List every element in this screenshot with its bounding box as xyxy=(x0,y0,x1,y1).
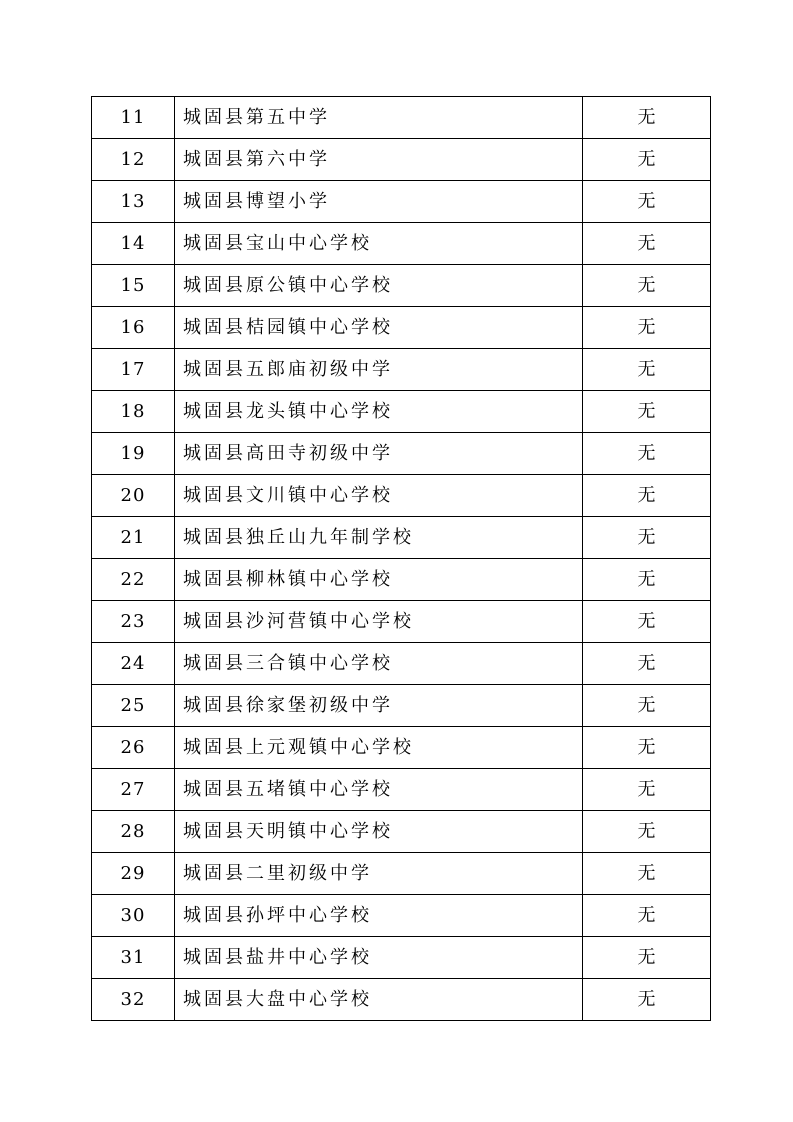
table-body xyxy=(92,97,711,1021)
school-name: 城固县徐家堡初级中学 xyxy=(175,685,583,727)
row-index: 26 xyxy=(92,727,175,769)
table-row xyxy=(92,853,711,895)
status-value: 无 xyxy=(583,937,711,979)
status-value: 无 xyxy=(583,727,711,769)
status-value: 无 xyxy=(583,517,711,559)
status-value: 无 xyxy=(583,979,711,1021)
school-name: 城固县第五中学 xyxy=(175,97,583,139)
row-index: 15 xyxy=(92,265,175,307)
table-row xyxy=(92,223,711,265)
row-index: 20 xyxy=(92,475,175,517)
table-row xyxy=(92,979,711,1021)
row-index: 18 xyxy=(92,391,175,433)
status-value: 无 xyxy=(583,643,711,685)
row-index: 17 xyxy=(92,349,175,391)
table-row xyxy=(92,475,711,517)
status-value: 无 xyxy=(583,433,711,475)
row-index: 23 xyxy=(92,601,175,643)
table-row xyxy=(92,601,711,643)
table-row xyxy=(92,769,711,811)
table-row xyxy=(92,181,711,223)
school-name: 城固县沙河营镇中心学校 xyxy=(175,601,583,643)
school-name: 城固县孙坪中心学校 xyxy=(175,895,583,937)
table-row xyxy=(92,349,711,391)
row-index: 24 xyxy=(92,643,175,685)
school-table xyxy=(91,96,711,1021)
school-name: 城固县龙头镇中心学校 xyxy=(175,391,583,433)
school-name: 城固县三合镇中心学校 xyxy=(175,643,583,685)
row-index: 30 xyxy=(92,895,175,937)
row-index: 25 xyxy=(92,685,175,727)
row-index: 32 xyxy=(92,979,175,1021)
table-row xyxy=(92,433,711,475)
row-index: 21 xyxy=(92,517,175,559)
school-name: 城固县柳林镇中心学校 xyxy=(175,559,583,601)
table-row xyxy=(92,811,711,853)
row-index: 12 xyxy=(92,139,175,181)
school-name: 城固县大盘中心学校 xyxy=(175,979,583,1021)
school-name: 城固县天明镇中心学校 xyxy=(175,811,583,853)
row-index: 19 xyxy=(92,433,175,475)
status-value: 无 xyxy=(583,181,711,223)
status-value: 无 xyxy=(583,685,711,727)
status-value: 无 xyxy=(583,601,711,643)
school-name: 城固县高田寺初级中学 xyxy=(175,433,583,475)
school-name: 城固县文川镇中心学校 xyxy=(175,475,583,517)
table-row xyxy=(92,517,711,559)
status-value: 无 xyxy=(583,391,711,433)
status-value: 无 xyxy=(583,769,711,811)
status-value: 无 xyxy=(583,853,711,895)
school-name: 城固县盐井中心学校 xyxy=(175,937,583,979)
school-name: 城固县上元观镇中心学校 xyxy=(175,727,583,769)
school-name: 城固县原公镇中心学校 xyxy=(175,265,583,307)
row-index: 11 xyxy=(92,97,175,139)
status-value: 无 xyxy=(583,223,711,265)
school-name: 城固县五郎庙初级中学 xyxy=(175,349,583,391)
table-row xyxy=(92,937,711,979)
row-index: 27 xyxy=(92,769,175,811)
table-row xyxy=(92,895,711,937)
status-value: 无 xyxy=(583,811,711,853)
status-value: 无 xyxy=(583,895,711,937)
table-row xyxy=(92,727,711,769)
status-value: 无 xyxy=(583,139,711,181)
status-value: 无 xyxy=(583,97,711,139)
row-index: 16 xyxy=(92,307,175,349)
school-name: 城固县博望小学 xyxy=(175,181,583,223)
row-index: 22 xyxy=(92,559,175,601)
row-index: 28 xyxy=(92,811,175,853)
row-index: 29 xyxy=(92,853,175,895)
status-value: 无 xyxy=(583,265,711,307)
school-name: 城固县桔园镇中心学校 xyxy=(175,307,583,349)
row-index: 31 xyxy=(92,937,175,979)
table-row xyxy=(92,265,711,307)
school-name: 城固县二里初级中学 xyxy=(175,853,583,895)
school-name: 城固县第六中学 xyxy=(175,139,583,181)
table-row xyxy=(92,643,711,685)
school-name: 城固县独丘山九年制学校 xyxy=(175,517,583,559)
status-value: 无 xyxy=(583,307,711,349)
school-name: 城固县五堵镇中心学校 xyxy=(175,769,583,811)
table-row xyxy=(92,685,711,727)
table-row xyxy=(92,307,711,349)
table-row xyxy=(92,97,711,139)
table-row xyxy=(92,559,711,601)
status-value: 无 xyxy=(583,349,711,391)
status-value: 无 xyxy=(583,559,711,601)
table-row xyxy=(92,139,711,181)
row-index: 14 xyxy=(92,223,175,265)
school-name: 城固县宝山中心学校 xyxy=(175,223,583,265)
status-value: 无 xyxy=(583,475,711,517)
table-row xyxy=(92,391,711,433)
row-index: 13 xyxy=(92,181,175,223)
